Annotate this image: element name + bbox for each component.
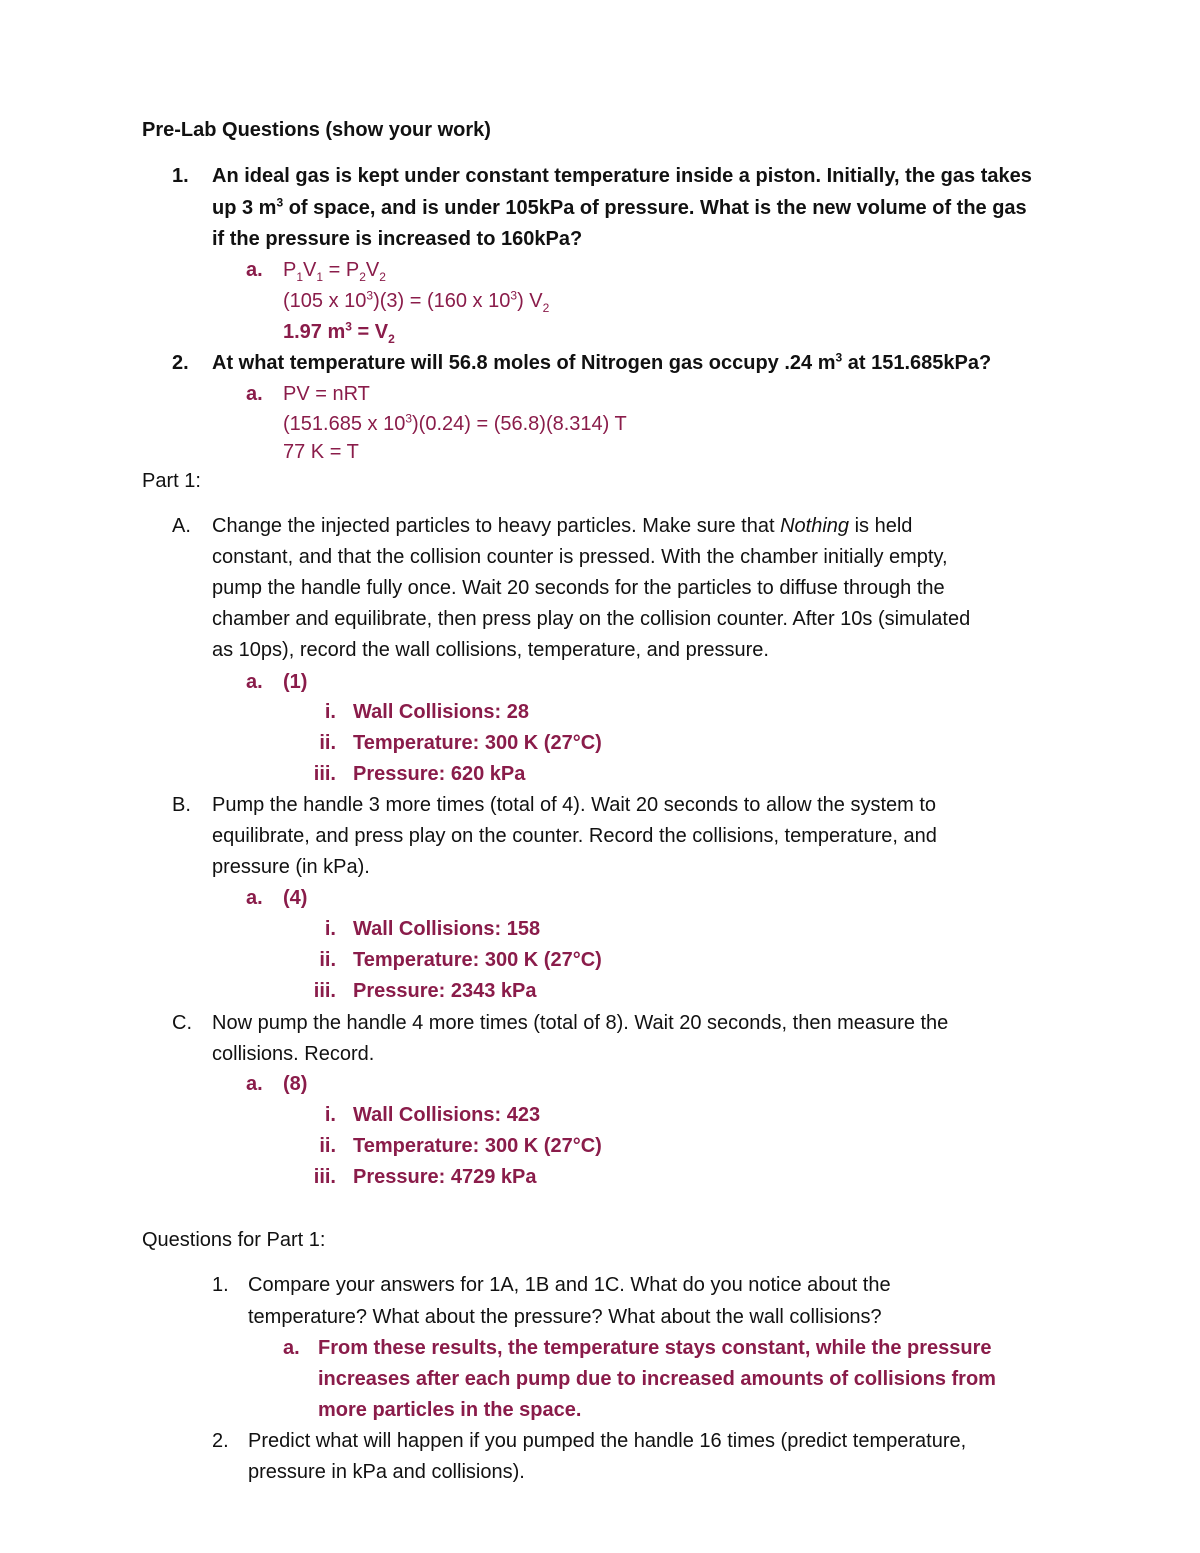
part1-b-item-2: Temperature: 300 K (27°C) (353, 949, 602, 971)
part1-a-item-2: Temperature: 300 K (27°C) (353, 732, 602, 754)
part1-b-sub-label: (4) (283, 887, 308, 909)
part1-b-line-3: pressure (in kPa). (212, 856, 370, 878)
part1-a-line-2: constant, and that the collision counter is pressed. With the chamber initially empty, (212, 546, 948, 568)
questions-q1-line-1: Compare your answers for 1A, 1B and 1C. What do you notice about the (248, 1274, 891, 1296)
questions-q1-number: 1. (212, 1274, 229, 1296)
prelab-title: Pre-Lab Questions (show your work) (142, 119, 491, 141)
part1-b-item-3: Pressure: 2343 kPa (353, 980, 537, 1002)
part1-a-line-5: as 10ps), record the wall collisions, temperature, and pressure. (212, 639, 769, 661)
q2-line: At what temperature will 56.8 moles of Nitrogen gas occupy .24 $m^3$ at 151.685kPa? (212, 350, 992, 374)
questions-q2-line-1: Predict what will happen if you pumped the handle 16 times (predict temperature, (248, 1430, 967, 1452)
part1-a-sub-label: (1) (283, 671, 308, 693)
q2-number: 2. (172, 352, 189, 374)
questions-q1-line-2: temperature? What about the pressure? What about the wall collisions? (248, 1306, 882, 1328)
part1-c-item-3: Pressure: 4729 kPa (353, 1166, 537, 1188)
part1-c-item-1: Wall Collisions: 423 (353, 1104, 541, 1126)
part1-heading: Part 1: (142, 470, 201, 492)
part1-c-sub-marker: a. (246, 1073, 263, 1095)
part1-c-line-1: Now pump the handle 4 more times (total of 8). Wait 20 seconds, then measure the (212, 1012, 949, 1034)
part1-a-line-4: chamber and equilibrate, then press play on the collision counter. After 10s (simulated (212, 608, 971, 630)
q1-line-3: if the pressure is increased to 160kPa? (212, 228, 583, 250)
part1-a-line-3: pump the handle fully once. Wait 20 seconds for the particles to diffuse through the (212, 577, 945, 599)
q1-number: 1. (172, 165, 189, 187)
q1-equation-2: (105 x $10^3)(3) = (160$ x $10^3$) $V_2$ (283, 288, 550, 315)
part1-c-item-2: Temperature: 300 K (27°C) (353, 1135, 602, 1157)
questions-q1-answer-line-3: more particles in the space. (318, 1399, 582, 1421)
part1-b-sub-marker: a. (246, 887, 263, 909)
part1-c-line-2: collisions. Record. (212, 1043, 375, 1065)
q2-equation-1: PV = nRT (283, 383, 370, 405)
q1-line-1: An ideal gas is kept under constant temperature inside a piston. Initially, the gas takes (212, 165, 1032, 187)
part1-b-item-1: Wall Collisions: 158 (353, 918, 541, 940)
q2-equation-3: 77 K = T (283, 441, 359, 463)
questions-q2-line-2: pressure in kPa and collisions). (248, 1461, 525, 1483)
part1-a-item-3: Pressure: 620 kPa (353, 763, 526, 785)
part1-c-sub-label: (8) (283, 1073, 308, 1095)
q2-equation-2: (151.685 x $10^3)(0.24) = (56.8)(8.314)$ T (283, 411, 627, 435)
questions-q2-number: 2. (212, 1430, 229, 1452)
questions-q1-answer-line-1: From these results, the temperature stays constant, while the pressure (318, 1337, 992, 1359)
part1-a-marker: A. (172, 515, 191, 537)
part1-b-marker: B. (172, 794, 191, 816)
part1-c-marker: C. (172, 1012, 192, 1034)
part1-b-line-1: Pump the handle 3 more times (total of 4). Wait 20 seconds to allow the system to (212, 794, 937, 816)
q1-answer-marker: a. (246, 259, 263, 281)
document-page: Pre-Lab Questions (show your work) 1. An ideal gas is kept under constant temperature inside a piston. Initially, the gas takes up 3 $m^3$ of space, and is under 105kPa of pressure. What is the new volume of the gas if the pressure is increased to 160kPa? a. $P_1V_1 = P_2V_2$ (105 x $10^3)(3) = (160$ x $10^3$) $V_2$ 1.97 $m^3 = V_2$ 2. At what temperature will 56.8 moles of Nitrogen gas occupy .24 $m^3$ at 151.685kPa? a. PV = nRT (151.685 x $10^3)(0.24) = (56.8)(8.314)$ T 77 K = T Part 1: A. Change the injected particles to heavy particles. Make sure that Nothing is held constant, and that the collision counter is pressed. With the chamber initially empty, pump the handle fully once. Wait 20 seconds for the particles to diffuse through the chamber and equilibrate, then press play on the collision counter. After 10s (simulated as 10ps), record the wall collisions, temperature, and pressure. a. (1) i. Wall Collisions: 28 ii. Temperature: 300 K (27°C) iii. Pressure: 620 kPa B. Pump the handle 3 more times (total of 4). Wait 20 seconds to allow the system to equilibrate, and press play on the counter. Record the collisions, temperature, and pressure (in kPa). a. (4) i. Wall Collisions: 158 ii. Temperature: 300 K (27°C) iii. Pressure: 2343 kPa C. Now pump the handle 4 more times (total of 8). Wait 20 seconds, then measure the collisions. Record. a. (8) i. Wall Collisions: 423 ii. Temperature: 300 K (27°C) iii. Pressure: 4729 kPa Questions for Part 1: 1. Compare your answers for 1A, 1B and 1C. What do you notice about the temperature? What about the pressure? What about the wall collisions? a. From these results, the temperature stays constant, while the pressure increases after each pump due to increased amounts of collisions from more particles in the space. 2. Predict what will happen if you pumped the handle 16 times (predict temperature, pressure in kPa and collisions). (142, 119, 1032, 1483)
q1-equation-3: 1.97 $m^3 = V_2$ (283, 319, 395, 346)
q1-equation-1: $P_1V_1 = P_2V_2$ (283, 259, 386, 284)
questions-q1-answer-line-2: increases after each pump due to increased amounts of collisions from (318, 1368, 996, 1390)
part1-a-sub-marker: a. (246, 671, 263, 693)
part1-b-line-2: equilibrate, and press play on the counter. Record the collisions, temperature, and (212, 825, 937, 847)
questions-heading: Questions for Part 1: (142, 1229, 326, 1251)
part1-a-line-1: Change the injected particles to heavy particles. Make sure that Nothing is held (212, 515, 913, 537)
q2-answer-marker: a. (246, 383, 263, 405)
questions-q1-answer-marker: a. (283, 1337, 300, 1359)
q1-line-2: up 3 $m^3$ of space, and is under 105kPa of pressure. What is the new volume of the gas (212, 195, 1027, 219)
part1-a-item-1: Wall Collisions: 28 (353, 701, 529, 723)
